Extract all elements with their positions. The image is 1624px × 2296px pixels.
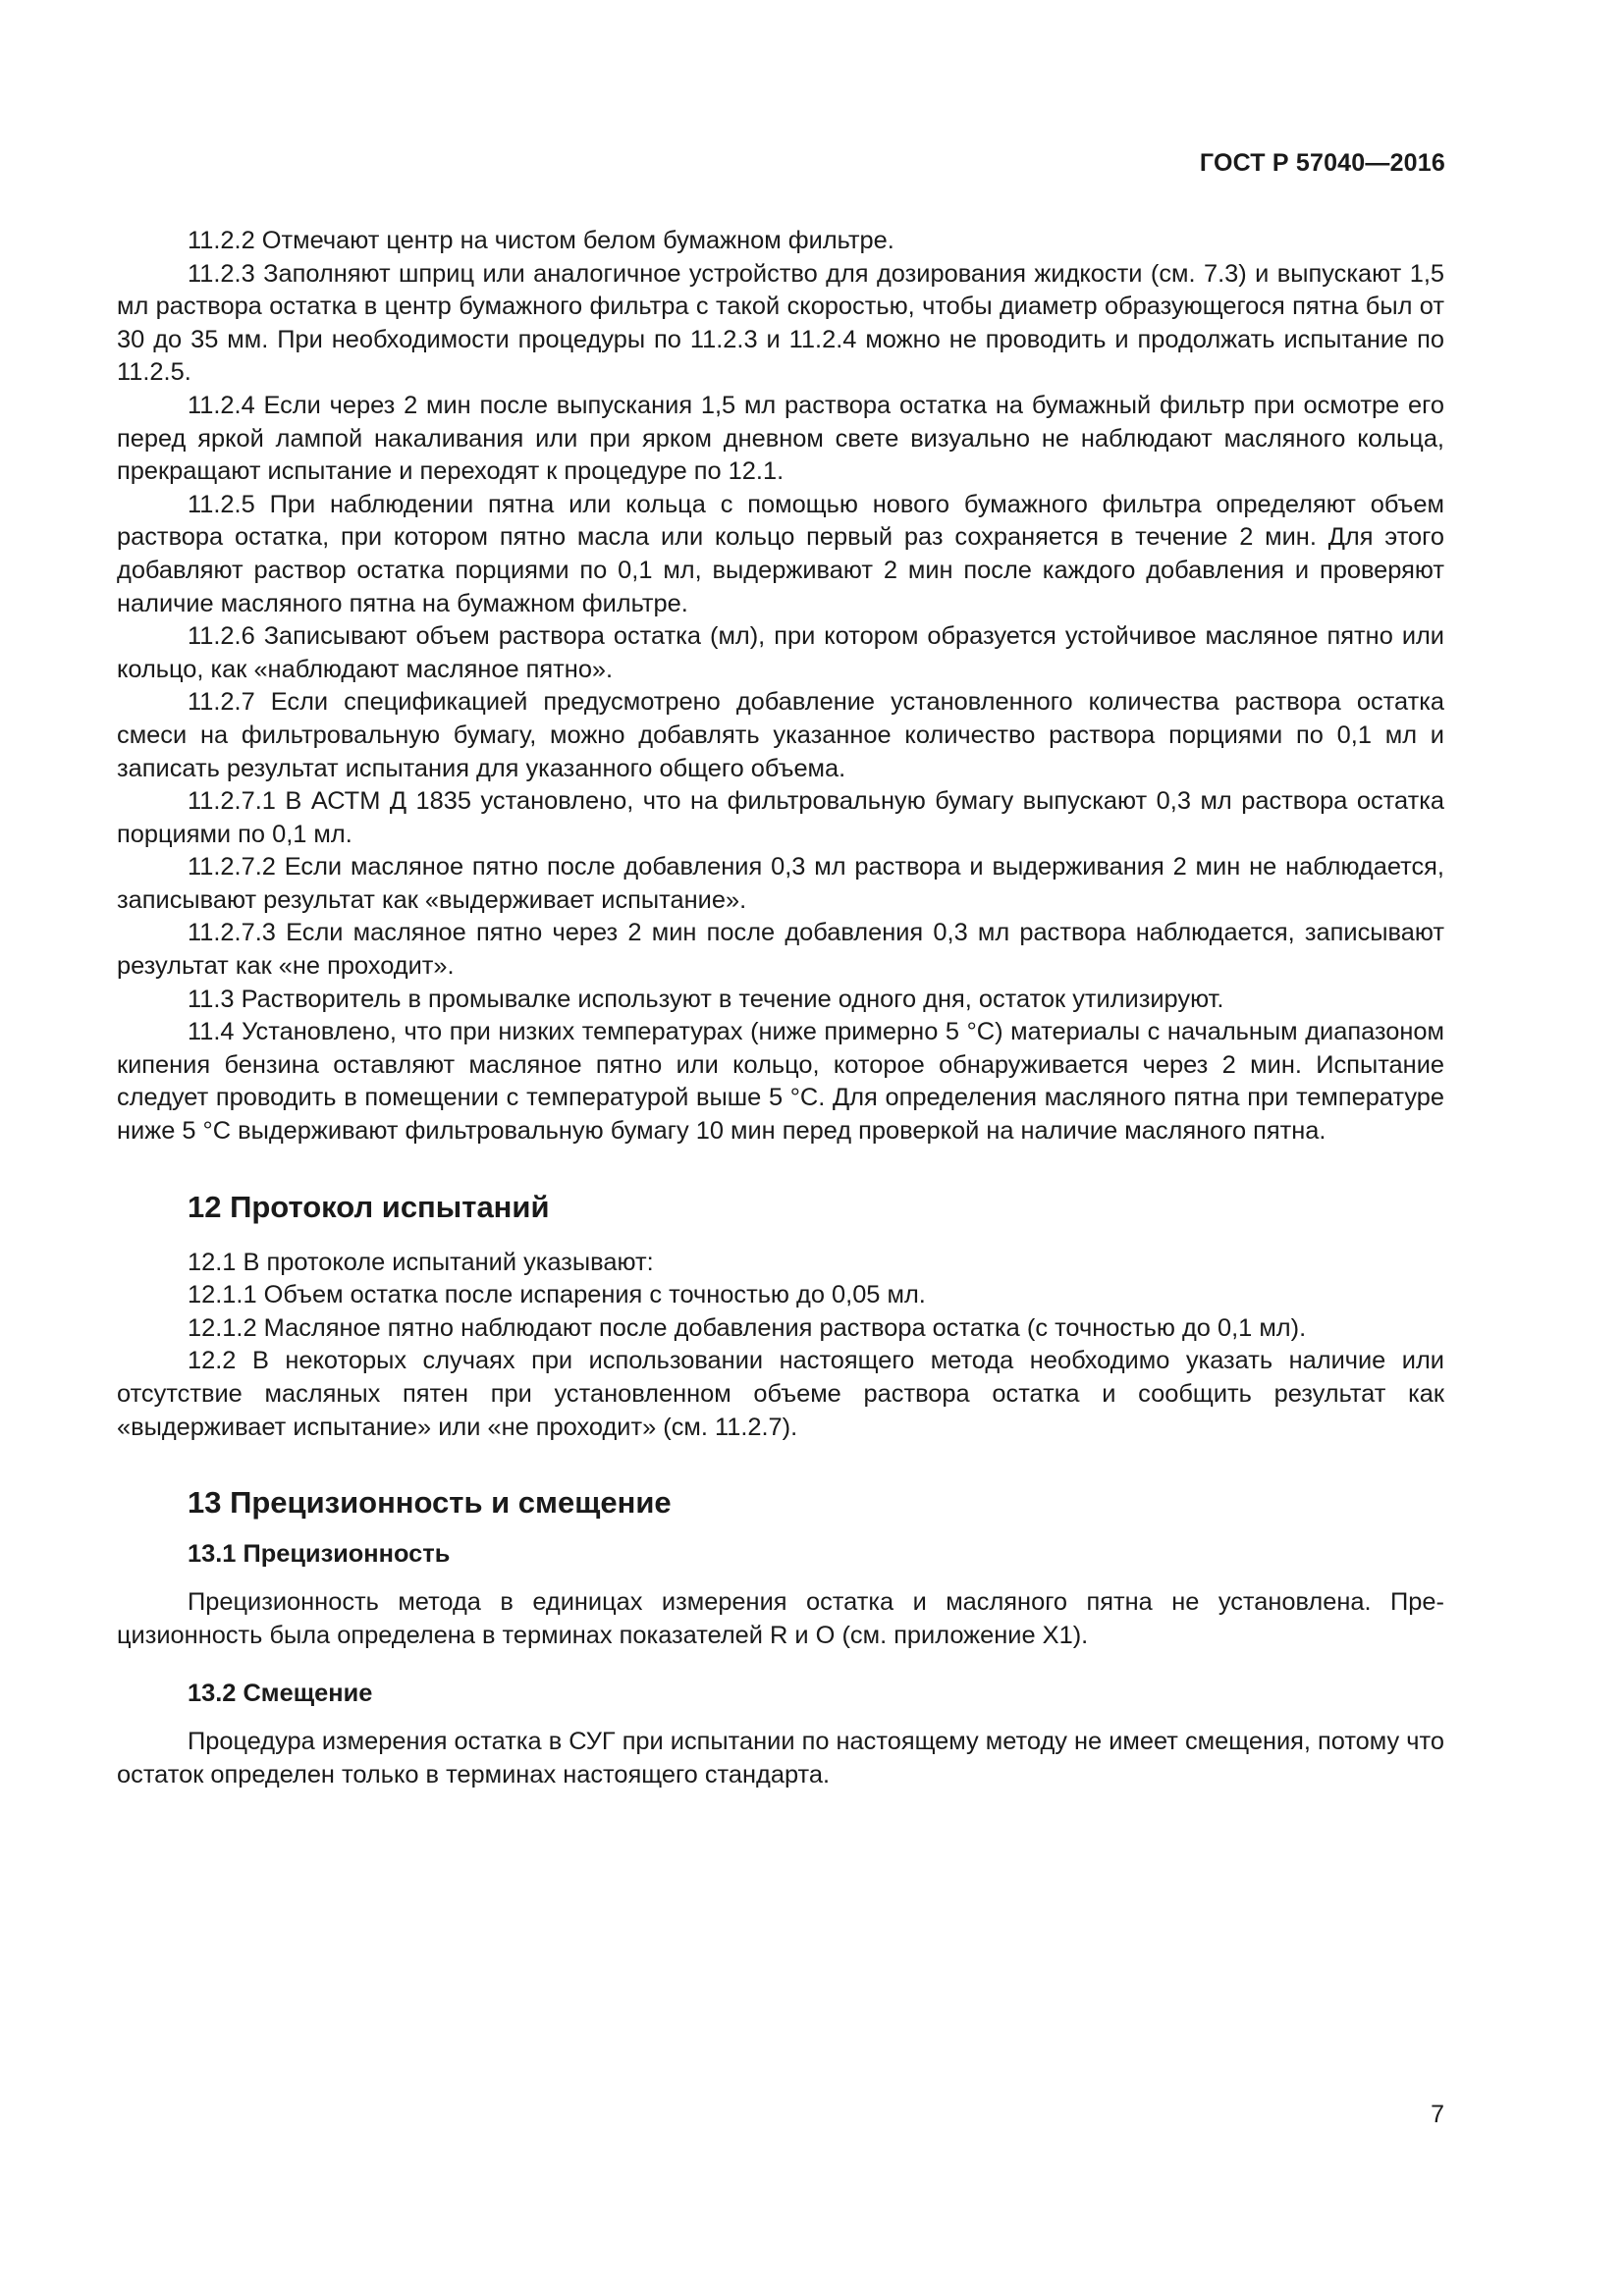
paragraph-11-3: 11.3 Растворитель в промывалке используют в течение одного дня, остаток утилизируют. <box>188 985 1224 1013</box>
paragraph-12-2: 12.2 В некоторых случаях при использовании настоящего метода необходимо указать наличие или отсутствие масляных пятен при установленном объеме раствора остатка и сообщить результат как «выдерживает испытание» или «не проходит» (см. 11.2.7). <box>117 1347 1444 1441</box>
paragraph-11-2-7-1: 11.2.7.1 В АСТМ Д 1835 установлено, что на фильтровальную бумагу выпускают 0,3 мл раствора остатка порциями по 0,1 мл. <box>117 787 1444 848</box>
paragraph-11-4: 11.4 Установлено, что при низких температурах (ниже примерно 5 °С) материалы с начальным диапазоном кипения бензина оставляют масляное пятно или кольцо, которое обнаруживается через 2 мин. Испытание следует проводить в помещении с температурой выше 5 °С. Для определения масляного пятна при температуре ниже 5 °С выдерживают фильтровальную бумагу 10 мин перед проверкой на наличие масляного пятна. <box>117 1018 1444 1146</box>
paragraph-13-1: Прецизионность метода в единицах измерения остатка и масляного пятна не установлена. Прецизионность была определена в терминах показателей R и О (см. приложение Х1). <box>117 1588 1444 1649</box>
section-13-heading: 13 Прецизионность и смещение <box>188 1485 672 1521</box>
paragraph-11-2-4: 11.2.4 Если через 2 мин после выпускания 1,5 мл раствора остатка на бумажный фильтр при осмотре его перед яркой лампой накаливания или при ярком дневном свете визуально не наблюдают масляного кольца, прекращают испытание и переходят к процедуре по 12.1. <box>117 391 1444 486</box>
spacer <box>117 1522 1444 1538</box>
spacer <box>117 1227 1444 1247</box>
page-content <box>117 225 1444 1792</box>
paragraph-11-2-7-2: 11.2.7.2 Если масляное пятно после добавления 0,3 мл раствора и выдерживания 2 мин не наблюдается, записывают результат как «выдерживает испытание». <box>117 853 1444 914</box>
paragraph-11-2-2: 11.2.2 Отмечают центр на чистом белом бумажном фильтре. <box>188 227 894 254</box>
spacer <box>117 1444 1444 1483</box>
spacer <box>117 1148 1444 1188</box>
page-number: 7 <box>1431 2101 1444 2128</box>
spacer <box>117 1571 1444 1586</box>
paragraph-11-2-7: 11.2.7 Если спецификацией предусмотрено добавление установленного количества раствора остатка смеси на фильтровальную бумагу, можно добавлять указанное количество раствора порциями по 0,1 мл и записать результат испытания для указанного общего объема. <box>117 688 1444 782</box>
paragraph-13-2: Процедура измерения остатка в СУГ при испытании по настоящему методу не имеет смещения, потому что остаток определен только в терминах настоящего стандарта. <box>117 1728 1444 1789</box>
section-12-heading: 12 Протокол испытаний <box>188 1189 550 1224</box>
paragraph-11-2-3: 11.2.3 Заполняют шприц или аналогичное устройство для дозирования жидкости (см. 7.3) и выпускают 1,5 мл раствора остатка в центр бумажного фильтра с такой скоростью, чтобы диаметр образующегося пятна был от 30 до 35 мм. При необходимости процедуры по 11.2.3 и 11.2.4 можно не проводить и продолжать испытание по 11.2.5. <box>117 259 1444 387</box>
spacer <box>117 1652 1444 1678</box>
subsection-13-1-heading: 13.1 Прецизионность <box>188 1540 451 1569</box>
paragraph-12-1-2: 12.1.2 Масляное пятно наблюдают после добавления раствора остатка (с точностью до 0,1 мл). <box>188 1313 1307 1342</box>
subsection-13-2-heading: 13.2 Смещение <box>188 1680 373 1708</box>
paragraph-12-1-1: 12.1.1 Объем остатка после испарения с точностью до 0,05 мл. <box>188 1281 926 1309</box>
standard-code-header: ГОСТ Р 57040—2016 <box>1199 149 1445 177</box>
spacer <box>117 1710 1444 1726</box>
paragraph-12-1: 12.1 В протоколе испытаний указывают: <box>188 1248 654 1276</box>
paragraph-11-2-5: 11.2.5 При наблюдении пятна или кольца с помощью нового бумажного фильтра определяют объем раствора остатка, при котором пятно масла или кольцо первый раз сохраняется в течение 2 мин. Для этого добавляют раствор остатка порциями по 0,1 мл, выдерживают 2 мин после каждого добавления и проверяют наличие масляного пятна на бумажном фильтре. <box>117 490 1444 617</box>
paragraph-11-2-7-3: 11.2.7.3 Если масляное пятно через 2 мин после добавления 0,3 мл раствора наблюдается, записывают результат как «не проходит». <box>117 919 1444 981</box>
paragraph-11-2-6: 11.2.6 Записывают объем раствора остатка (мл), при котором образуется устойчивое масляное пятно или кольцо, как «наблюдают масляное пятно». <box>117 622 1444 683</box>
